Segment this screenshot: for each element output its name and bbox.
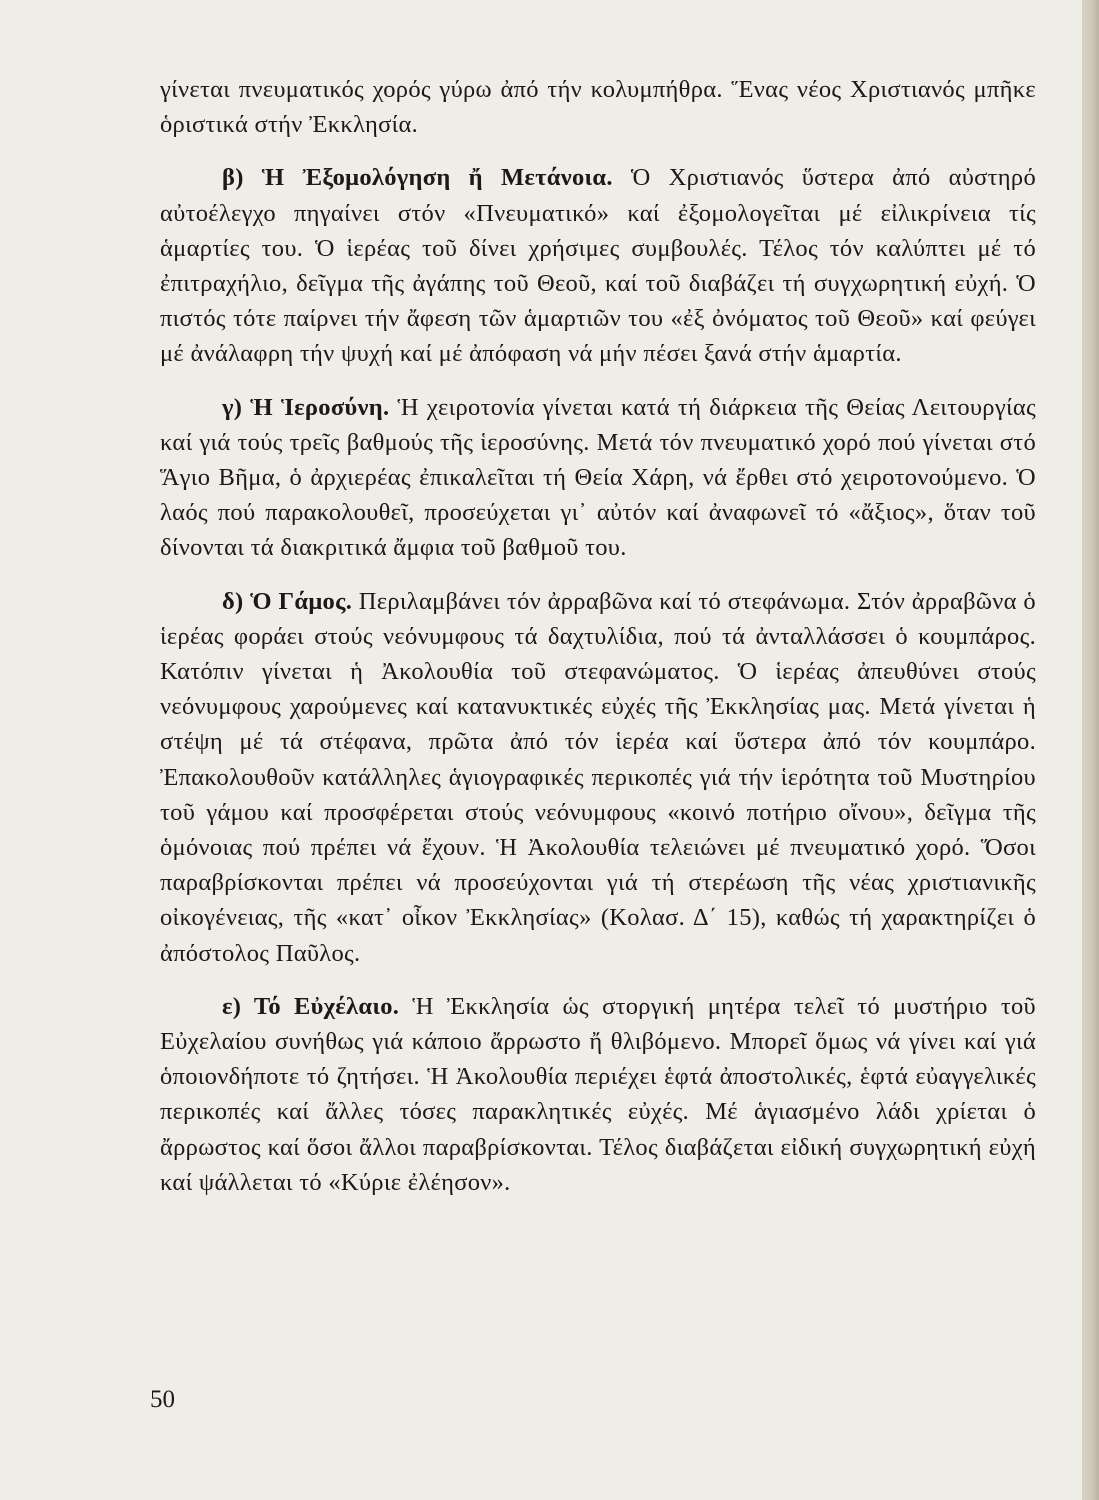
paragraph-text: γίνεται πνευματικός χορός γύρω ἀπό τήν κολυμπήθρα. Ἕνας νέος Χριστιανός μπῆκε ὁριστικά στήν Ἐκκλησία. bbox=[160, 76, 1036, 139]
paragraph-text: Ἡ Ἐκκλησία ὡς στοργική μητέρα τελεῖ τό μυστήριο τοῦ Εὐχελαίου συνήθως γιά κάποιο ἄρρωστο ἤ θλιβόμενο. Μπορεῖ ὅμως νά γίνει καί γιά ὁποιονδήποτε τό ζητήσει. Ἡ Ἀκολουθία περιέχει ἑφτά ἀποστολικές, ἑφτά εὐαγγελικές περικοπές καί ἄλλες τόσες παρακλητικές εὐχές. Μέ ἁγιασμένο λάδι χρίεται ὁ ἄρρωστος καί ὅσοι ἄλλοι παραβρίσκονται. Τέλος διαβάζεται εἰδική συγχωρητική εὐχή καί ψάλλεται τό «Κύριε ἐλέησον». bbox=[160, 992, 1036, 1196]
paragraph-baptism-end bbox=[160, 72, 1036, 142]
page-number: 50 bbox=[150, 1386, 175, 1413]
paragraph-marriage bbox=[160, 584, 1036, 971]
section-heading-marriage: δ) Ὁ Γάμος. bbox=[222, 587, 353, 615]
paragraph-text: Ὁ Χριστιανός ὕστερα ἀπό αὐστηρό αὐτοέλεγχο πηγαίνει στόν «Πνευματικό» καί ἐξομολογεῖται μέ εἰλικρίνεια τίς ἁμαρτίες του. Ὁ ἱερέας τοῦ δίνει χρήσιμες συμβουλές. Τέλος τόν καλύπτει μέ τό ἐπιτραχήλιο, δεῖγμα τῆς ἀγάπης τοῦ Θεοῦ, καί τοῦ διαβάζει τή συγχωρητική εὐχή. Ὁ πιστός τότε παίρνει τήν ἄφεση τῶν ἁμαρτιῶν του «ἐξ ὀνόματος τοῦ Θεοῦ» καί φεύγει μέ ἀνάλαφρη τήν ψυχή καί μέ ἀπόφαση νά μήν πέσει ξανά στήν ἁμαρτία. bbox=[160, 164, 1036, 368]
paragraph-text: Ἡ χειροτονία γίνεται κατά τή διάρκεια τῆς Θείας Λειτουργίας καί γιά τούς τρεῖς βαθμούς τῆς ἱεροσύνης. Μετά τόν πνευματικό χορό πού γίνεται στό Ἅγιο Βῆμα, ὁ ἀρχιερέας ἐπικαλεῖται τή Θεία Χάρη, νά ἔρθει στό χειροτονούμενο. Ὁ λαός πού παρακολουθεῖ, προσεύχεται γι᾽ αὐτόν καί ἀναφωνεῖ τό «ἄξιος», ὅταν τοῦ δίνονται τά διακριτικά ἄμφια τοῦ βαθμοῦ του. bbox=[160, 393, 1036, 562]
section-heading-priesthood: γ) Ἡ Ἱεροσύνη. bbox=[222, 393, 390, 421]
section-heading-unction: ε) Τό Εὐχέλαιο. bbox=[222, 992, 400, 1020]
paragraph-text: Περιλαμβάνει τόν ἀρραβῶνα καί τό στεφάνωμα. Στόν ἀρραβῶνα ὁ ἱερέας φοράει στούς νεόνυμφους τά δαχτυλίδια, πού τά ἀνταλλάσσει ὁ κουμπάρος. Κατόπιν γίνεται ἡ Ἀκολουθία τοῦ στεφανώματος. Ὁ ἱερέας ἀπευθύνει στούς νεόνυμφους χαρούμενες καί κατανυκτικές εὐχές τῆς Ἐκκλησίας μας. Μετά γίνεται ἡ στέψη μέ τά στέφανα, πρῶτα ἀπό τόν ἱερέα καί ὕστερα ἀπό τόν κουμπάρο. Ἐπακολουθοῦν κατάλληλες ἁγιογραφικές περικοπές γιά τήν ἱερότητα τοῦ Μυστηρίου τοῦ γάμου καί προσφέρεται στούς νεόνυμφους «κοινό ποτήριο οἴνου», δεῖγμα τῆς ὁμόνοιας πού πρέπει νά ἔχουν. Ἡ Ἀκολουθία τελειώνει μέ πνευματικό χορό. Ὅσοι παραβρίσκονται πρέπει νά προσεύχονται γιά τή στερέωση τῆς νέας χριστιανικῆς οἰκογένειας, τῆς «κατ᾽ οἶκον Ἐκκλησίας» (Κολασ. Δ΄ 15), καθώς τή χαρακτηρίζει ὁ ἀπόστολος Παῦλος. bbox=[160, 587, 1036, 967]
page-edge bbox=[1082, 0, 1099, 1500]
paragraph-confession bbox=[160, 160, 1036, 371]
body-text bbox=[160, 72, 1036, 1200]
section-heading-confession: β) Ἡ Ἐξομολόγηση ἤ Μετάνοια. bbox=[222, 164, 613, 192]
paragraph-priesthood bbox=[160, 390, 1036, 566]
paragraph-unction bbox=[160, 989, 1036, 1200]
